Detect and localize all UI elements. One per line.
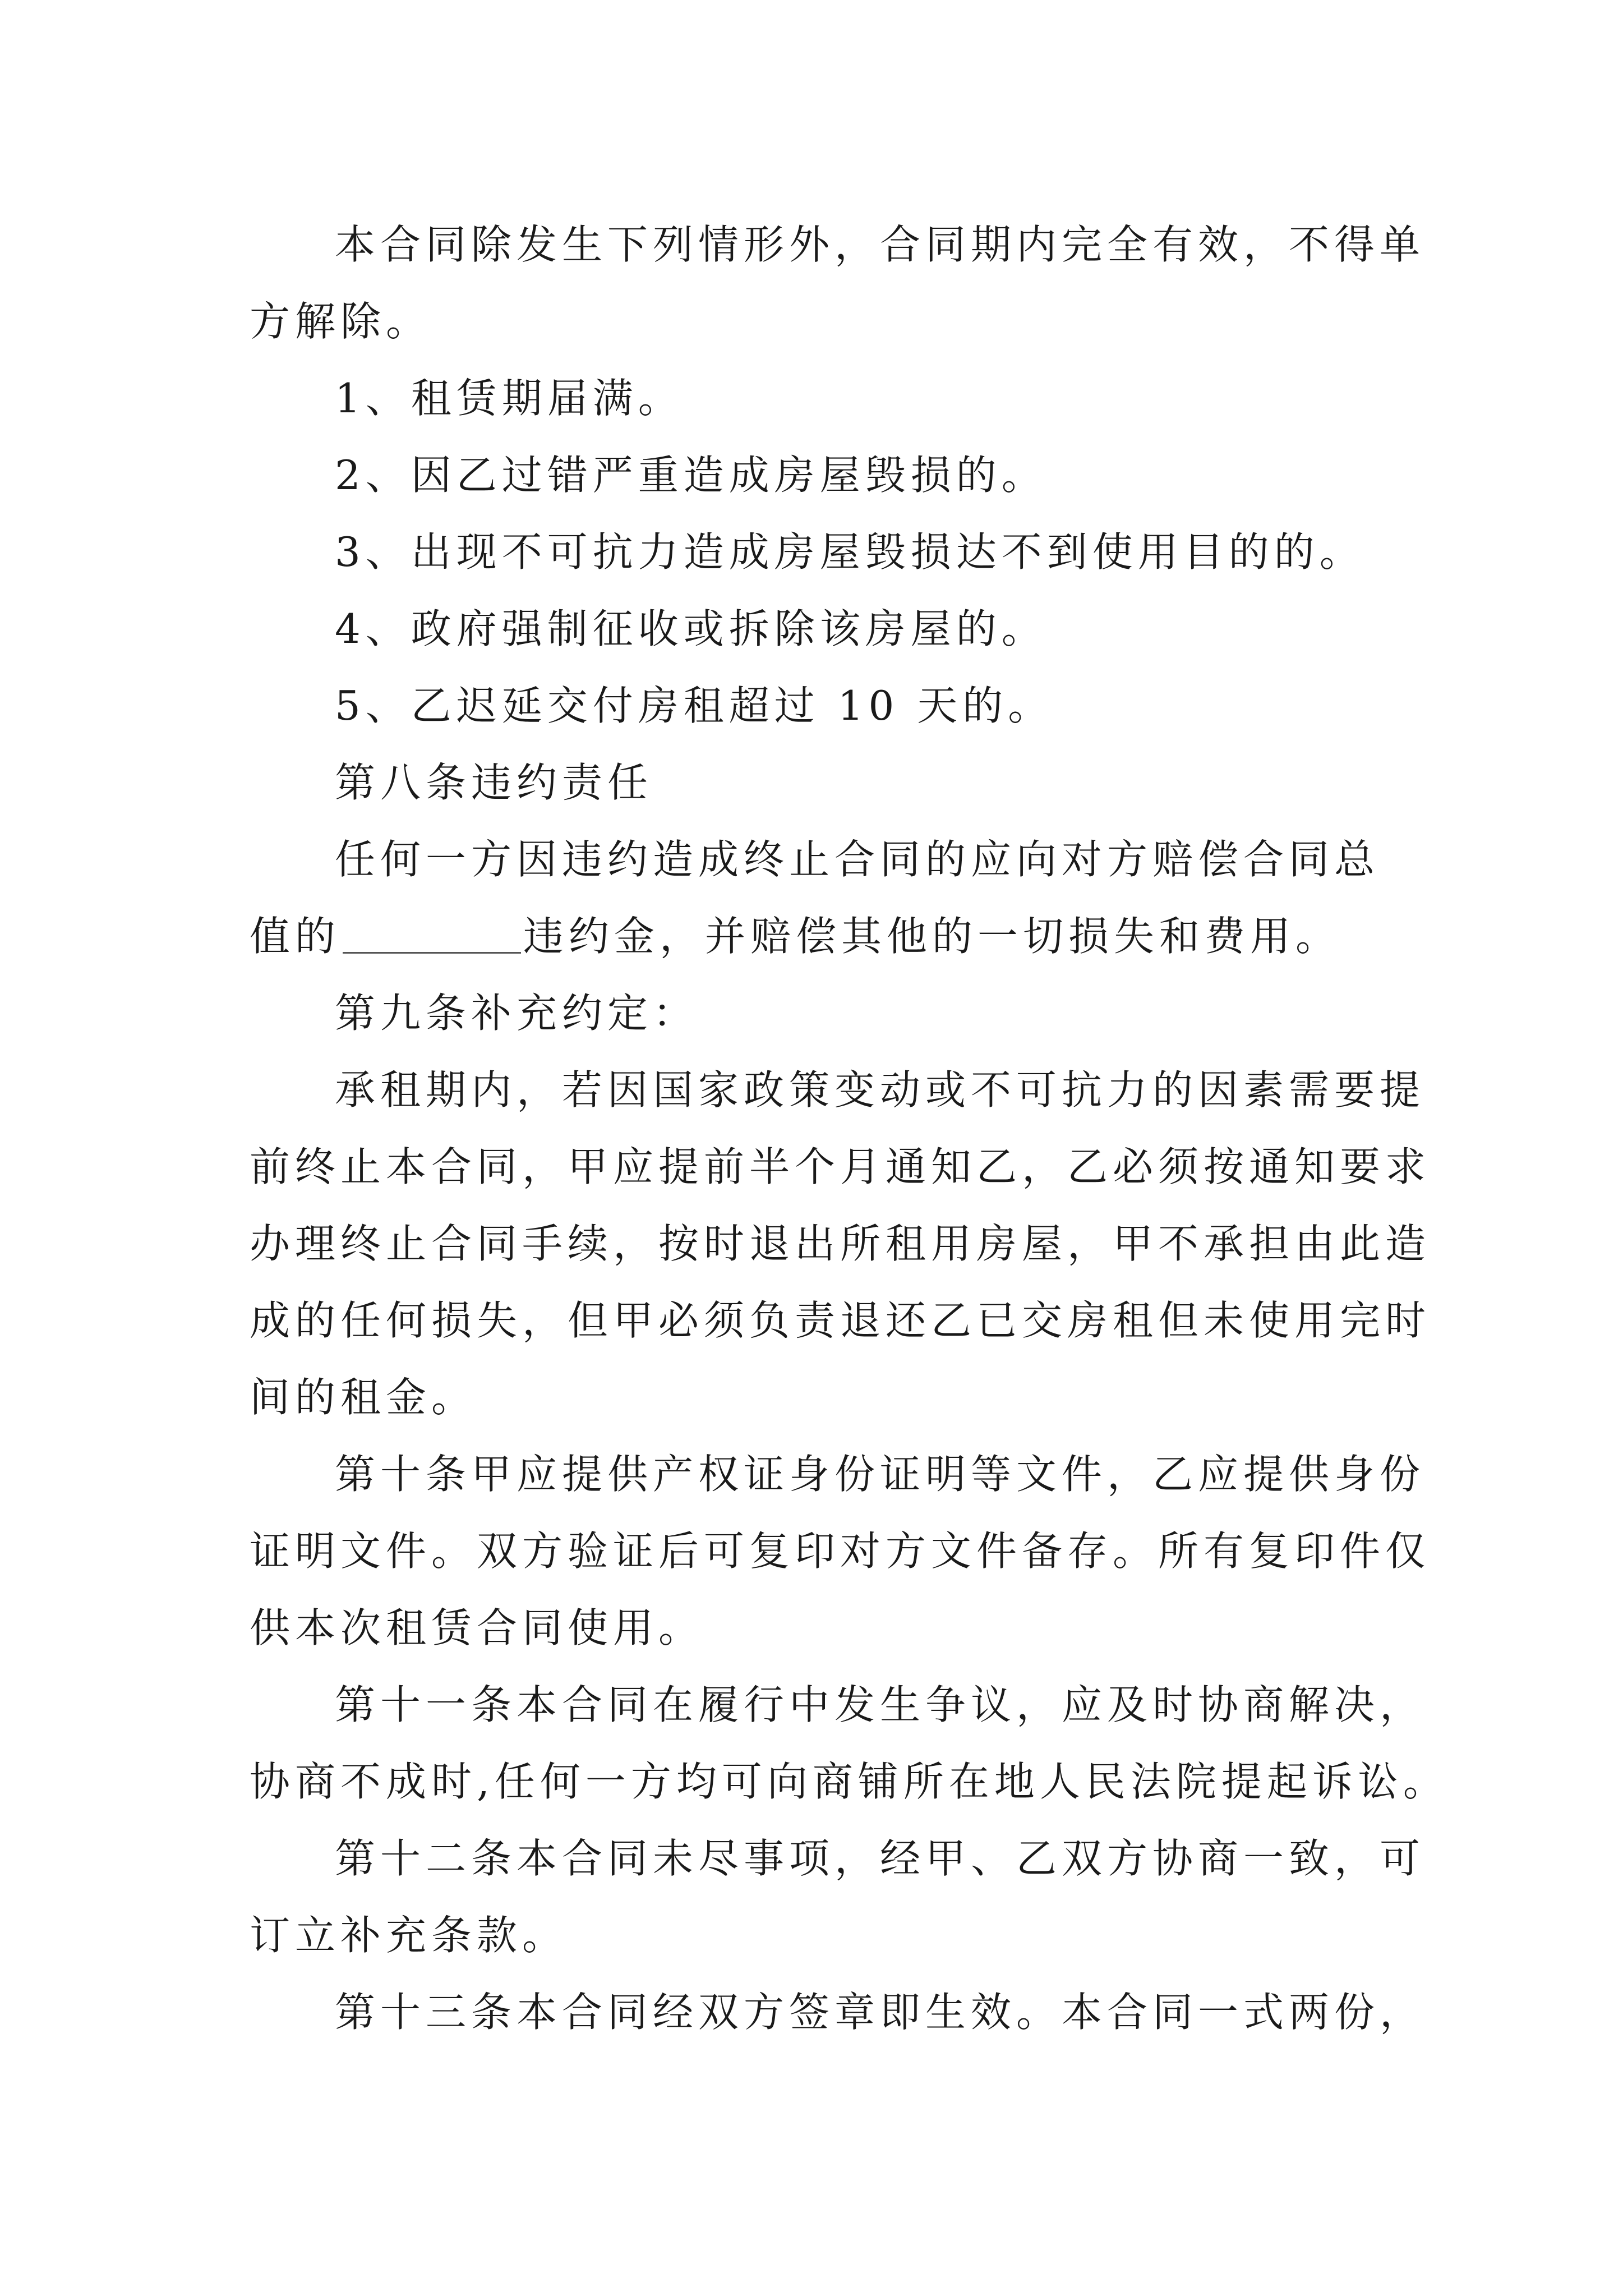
article-heading: 第九条补充约定： <box>335 990 699 1037</box>
text-line: 本合同除发生下列情形外，合同期内完全有效，不得单 <box>335 221 1426 268</box>
text-fragment: 值的 <box>250 913 341 960</box>
text-line: 证明文件。双方验证后可复印对方文件备存。所有复印件仅 <box>250 1527 1431 1575</box>
article-heading: 第八条违约责任 <box>335 759 653 806</box>
text-line: 间的租金。 <box>250 1374 477 1421</box>
paragraph-article-10 <box>250 1436 1431 1667</box>
paragraph-article-12 <box>250 1820 1426 1974</box>
text-line: 第十二条本合同未尽事项，经甲、乙双方协商一致，可 <box>335 1835 1426 1882</box>
text-line: 供本次租赁合同使用。 <box>250 1604 704 1651</box>
list-item: 5、乙迟延交付房租超过 10 天的。 <box>335 682 1054 729</box>
paragraph-termination <box>250 206 1426 360</box>
paragraph-liability <box>250 821 1388 975</box>
paragraph-supplementary <box>250 1052 1431 1436</box>
text-line: 方解除。 <box>250 298 432 345</box>
text-line: 订立补充条款。 <box>250 1912 568 1959</box>
text-line: 成的任何损失，但甲必须负责退还乙已交房租但未使用完时 <box>250 1297 1431 1344</box>
list-item: 4、政府强制征收或拆除该房屋的。 <box>335 605 1047 652</box>
list-item: 3、出现不可抗力造成房屋毁损达不到使用目的的。 <box>335 528 1365 576</box>
list-item: 1、租赁期届满。 <box>335 375 684 422</box>
text-line: 承租期内，若因国家政策变动或不可抗力的因素需要提 <box>335 1066 1426 1114</box>
text-fragment: 违约金，并赔偿其他的一切损失和费用。 <box>523 913 1341 960</box>
text-line: 办理终止合同手续，按时退出所租用房屋，甲不承担由此造 <box>250 1220 1431 1267</box>
list-item: 2、因乙过错严重造成房屋毁损的。 <box>335 452 1047 499</box>
text-line: 前终止本合同，甲应提前半个月通知乙，乙必须按通知要求 <box>250 1143 1431 1190</box>
text-line: 协商不成时,任何一方均可向商铺所在地人民法院提起诉讼。 <box>250 1758 1449 1805</box>
fill-in-blank <box>343 912 521 954</box>
document-body <box>250 206 1449 2051</box>
paragraph-article-11 <box>250 1667 1449 1820</box>
text-line: 第十三条本合同经双方签章即生效。本合同一式两份， <box>335 1989 1426 2036</box>
text-line: 第十条甲应提供产权证身份证明等文件，乙应提供身份 <box>335 1451 1426 1498</box>
text-line <box>250 898 1388 975</box>
text-line: 第十一条本合同在履行中发生争议，应及时协商解决， <box>335 1681 1426 1728</box>
paragraph-article-13 <box>250 1974 1426 2051</box>
text-line: 任何一方因违约造成终止合同的应向对方赔偿合同总 <box>335 836 1380 883</box>
